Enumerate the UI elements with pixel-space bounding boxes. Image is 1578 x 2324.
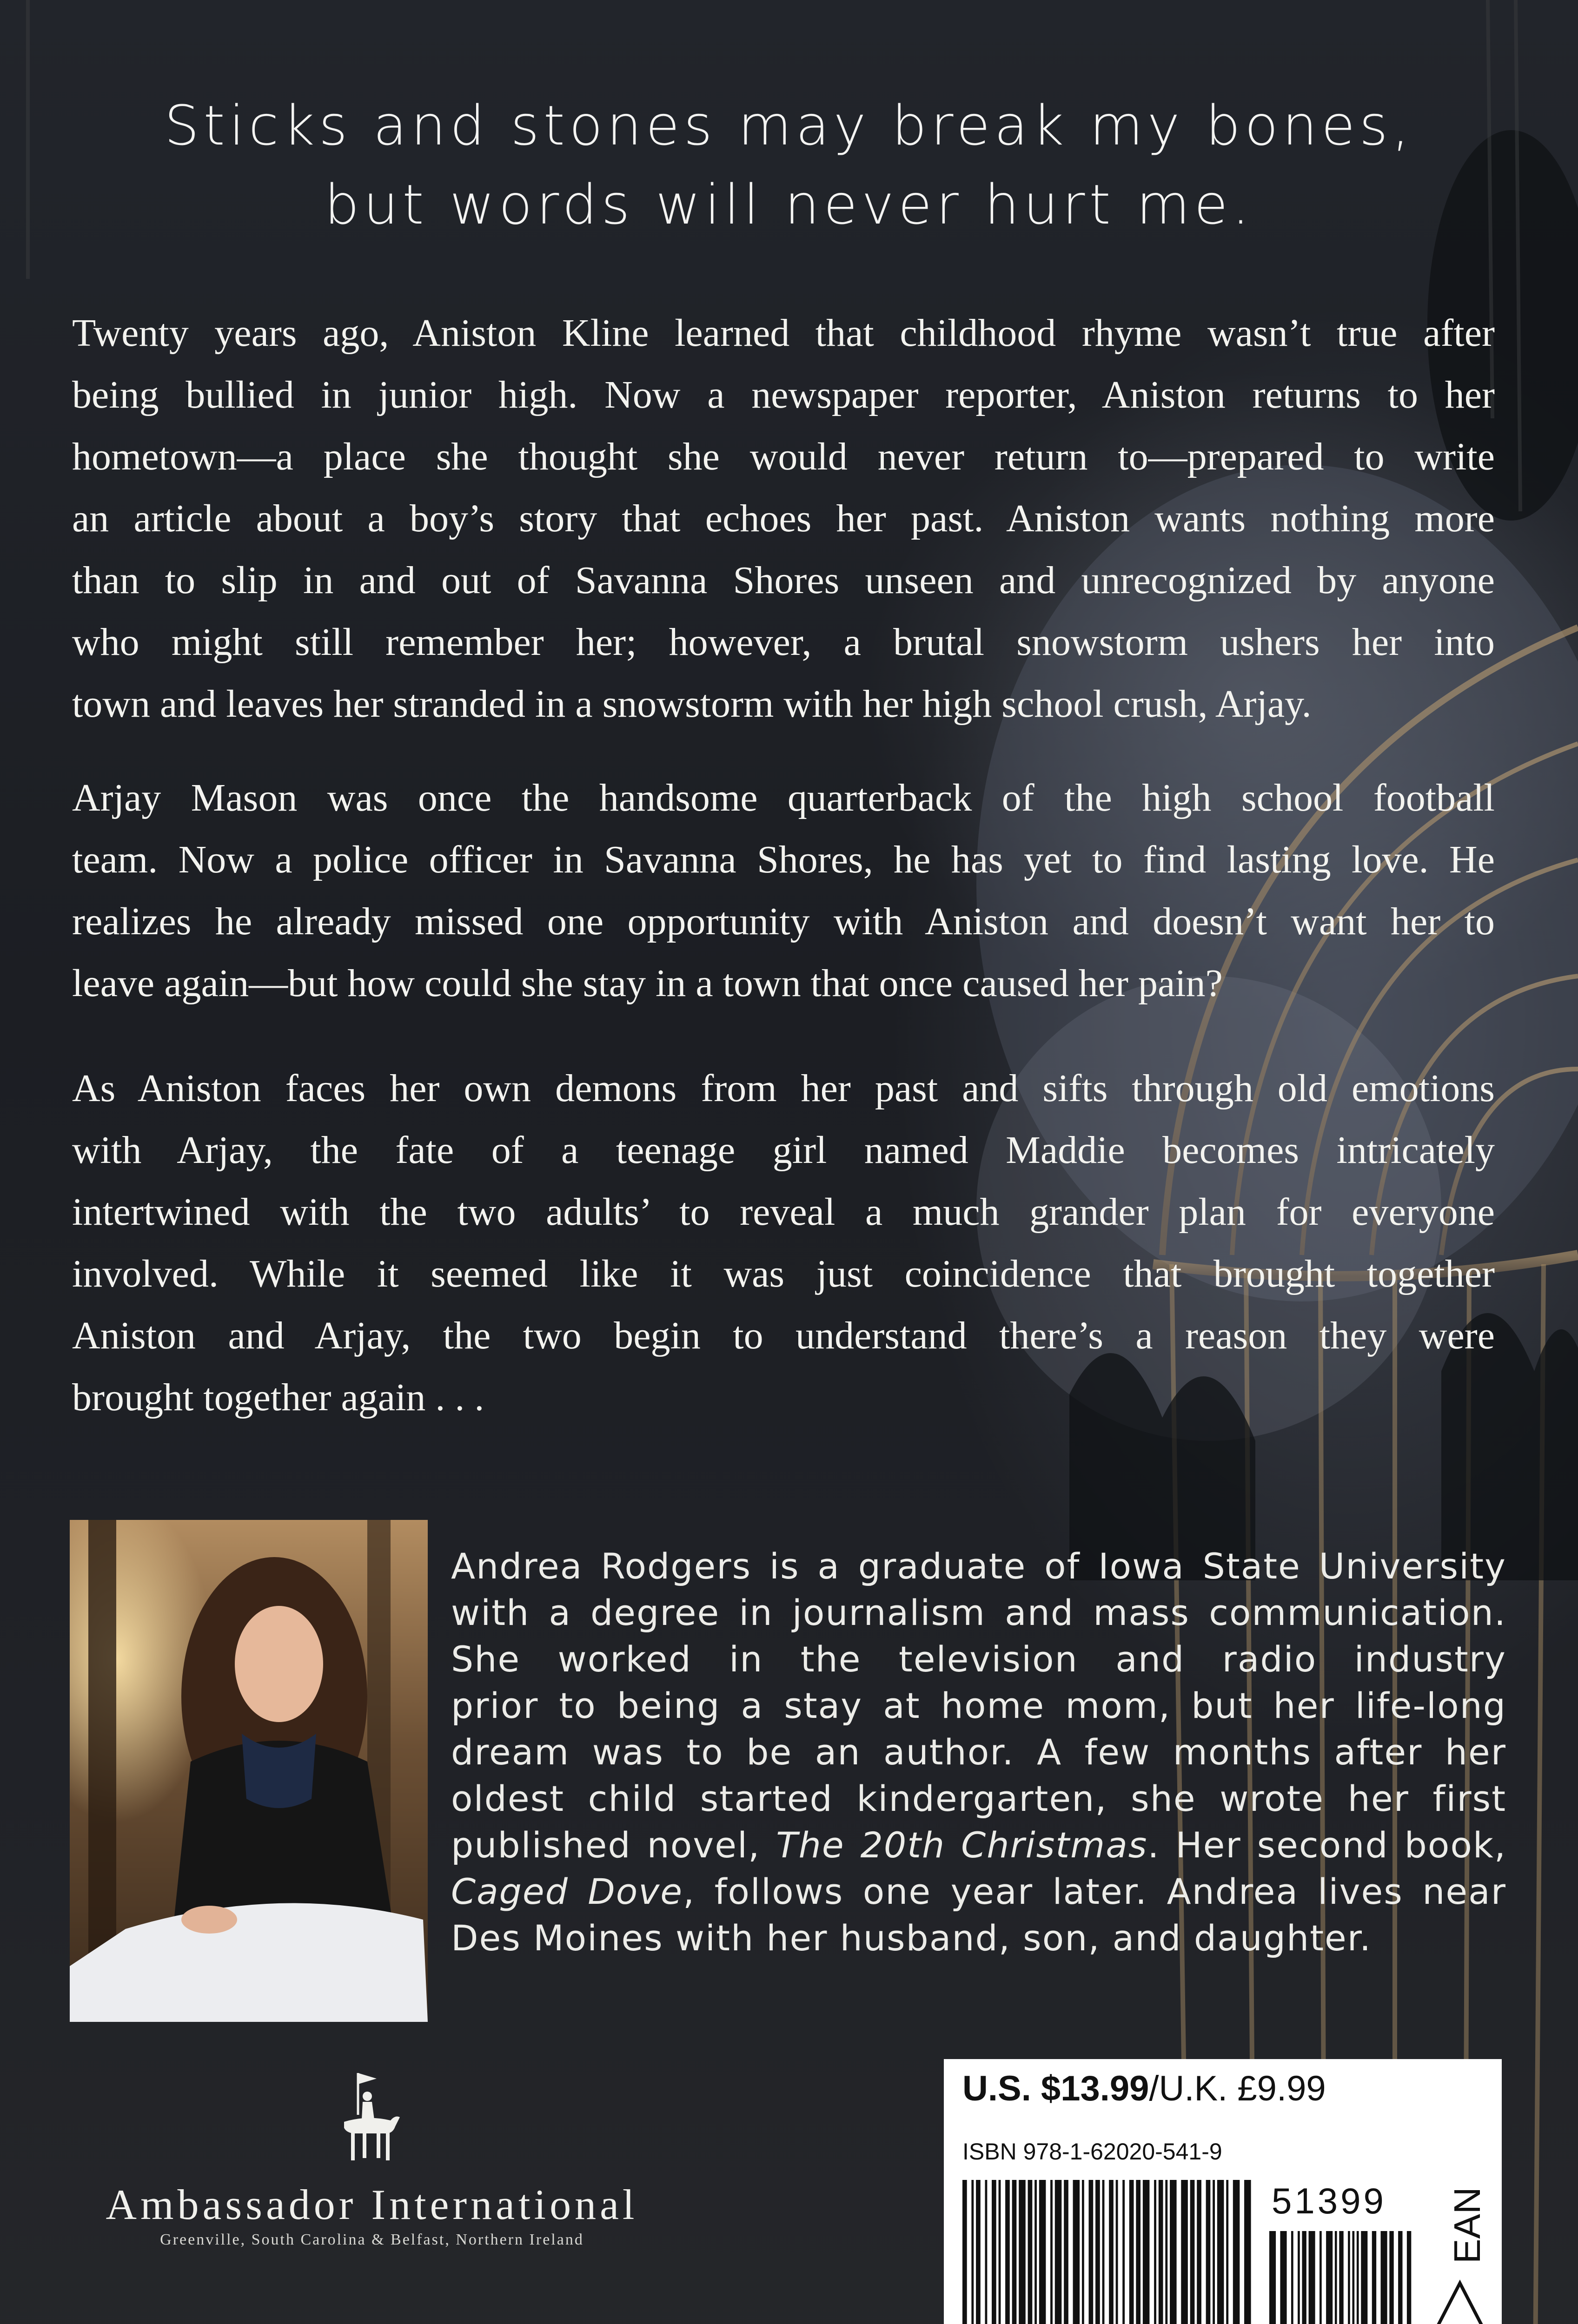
bio-text: , follows one year later. Andrea lives near: [683, 1871, 1507, 1912]
barcode-bar: [1339, 2231, 1343, 2324]
barcode-bar: [1206, 2180, 1211, 2324]
bio-line: She worked in the television and radio industry: [451, 1638, 1506, 1680]
bio-line: oldest child started kindergarten, she wrote her first: [451, 1778, 1506, 1819]
ean-label: EAN: [1446, 2187, 1488, 2264]
synopsis-line: hometown—a place she thought she would never return to—prepared to write: [72, 435, 1495, 478]
barcode-bar: [1102, 2180, 1105, 2324]
barcode-bar: [1109, 2180, 1114, 2324]
bio-line: prior to being a stay at home mom, but her life-long: [451, 1685, 1506, 1726]
bio-line: dream was to be an author. A few months after her: [451, 1731, 1506, 1773]
author-portrait-illustration: [70, 1520, 428, 2022]
barcode-bar: [1028, 2180, 1033, 2324]
author-photo: [70, 1520, 428, 2022]
barcode-bar: [1357, 2231, 1359, 2324]
barcode-bar: [1050, 2180, 1053, 2324]
barcode-bar: [1055, 2180, 1062, 2324]
barcode-bar: [1129, 2180, 1134, 2324]
barcode-bar: [1005, 2180, 1010, 2324]
book-title-second: Caged Dove: [451, 1871, 683, 1912]
synopsis-line: Aniston and Arjay, the two begin to understand there’s a reason they were: [72, 1314, 1495, 1357]
barcode-bar: [1398, 2231, 1402, 2324]
barcode-bar: [1116, 2180, 1118, 2324]
barcode-bar: [1197, 2180, 1201, 2324]
synopsis-line: leave again—but how could she stay in a town that once caused her pain?: [72, 962, 1223, 1005]
synopsis-line: intertwined with the two adults’ to reveal a much grander plan for everyone: [72, 1190, 1495, 1234]
barcode-bar: [1269, 2231, 1276, 2324]
barcode-bar: [1019, 2180, 1026, 2324]
barcode-bar: [1226, 2180, 1228, 2324]
uk-price: /U.K. £9.99: [1149, 2069, 1326, 2108]
price-label: [962, 2068, 1326, 2109]
barcode-bar: [1361, 2231, 1367, 2324]
barcode-bar: [1381, 2231, 1387, 2324]
tagline-line-1: Sticks and stones may break my bones,: [164, 93, 1414, 158]
barcode-bar: [1319, 2231, 1322, 2324]
book-title-first: The 20th Christmas: [776, 1824, 1148, 1866]
synopsis-line: involved. While it seemed like it was just coincidence that brought together: [72, 1252, 1495, 1295]
barcode-bar: [1154, 2180, 1156, 2324]
barcode-bar: [1213, 2180, 1215, 2324]
triangle-icon: [1427, 2278, 1492, 2324]
synopsis-line: being bullied in junior high. Now a newspaper reporter, Aniston returns to her: [72, 373, 1495, 416]
barcode-bar: [976, 2180, 981, 2324]
barcode-bar: [1326, 2231, 1333, 2324]
barcode-bar: [1309, 2231, 1315, 2324]
barcode-bar: [1244, 2180, 1251, 2324]
barcode-bar: [1034, 2180, 1037, 2324]
barcode-bar: [1159, 2180, 1163, 2324]
tagline-line-2: but words will never hurt me.: [324, 172, 1254, 237]
author-bio: [451, 1543, 1506, 1961]
synopsis-paragraph-3: [72, 1057, 1495, 1428]
barcode-bar: [1165, 2180, 1167, 2324]
barcode-bar: [1012, 2180, 1017, 2324]
bio-line: with a degree in journalism and mass communication.: [451, 1592, 1506, 1633]
barcode-bar: [1170, 2180, 1177, 2324]
synopsis-paragraph-1: [72, 302, 1495, 735]
price-code-label: 51399: [1272, 2180, 1386, 2221]
barcode-bar: [1291, 2231, 1293, 2324]
synopsis-line: with Arjay, the fate of a teenage girl named Maddie becomes intricately: [72, 1129, 1495, 1172]
barcode-bar: [1122, 2180, 1125, 2324]
publisher-name: Ambassador International: [106, 2181, 638, 2228]
barcode-bar: [1348, 2231, 1350, 2324]
barcode-bar: [1298, 2231, 1300, 2324]
synopsis-line: an article about a boy’s story that echoes her past. Aniston wants nothing more: [72, 497, 1495, 540]
bio-line: [451, 1868, 1506, 1915]
barcode-bar: [1073, 2180, 1080, 2324]
bio-line: [451, 1822, 1506, 1868]
us-price: U.S. $13.99: [962, 2069, 1149, 2108]
horse-rider-logo-icon: [325, 2068, 409, 2171]
barcode-bar: [1233, 2180, 1240, 2324]
isbn-barcode: [962, 2180, 1260, 2324]
barcode-bar: [1217, 2180, 1224, 2324]
barcode-bar: [1143, 2180, 1150, 2324]
barcode-bar: [971, 2180, 974, 2324]
isbn-label: ISBN 978-1-62020-541-9: [962, 2139, 1222, 2165]
barcode-bar: [1064, 2180, 1068, 2324]
synopsis-line: brought together again . . .: [72, 1376, 484, 1419]
bio-text: . Her second book,: [1147, 1824, 1506, 1866]
bio-text: published novel,: [451, 1824, 776, 1866]
synopsis-paragraph-2: [72, 767, 1495, 1014]
barcode-bar: [992, 2180, 996, 2324]
barcode-bar: [1082, 2180, 1084, 2324]
barcode-bar: [1039, 2180, 1046, 2324]
barcode-panel: [944, 2059, 1502, 2324]
publisher-locations: Greenville, South Carolina & Belfast, Northern Ireland: [160, 2231, 584, 2248]
synopsis-line: team. Now a police officer in Savanna Shores, he has yet to find lasting love. He: [72, 838, 1495, 881]
synopsis-line: town and leaves her stranded in a snowstorm with her high school crush, Arjay.: [72, 682, 1312, 726]
barcode-bar: [1089, 2180, 1094, 2324]
barcode-bar: [1190, 2180, 1195, 2324]
synopsis-line: Twenty years ago, Aniston Kline learned that childhood rhyme wasn’t true after: [72, 311, 1495, 355]
synopsis-line: realizes he already missed one opportunity with Aniston and doesn’t want her to: [72, 900, 1495, 943]
barcode-bar: [1280, 2231, 1286, 2324]
synopsis-line: As Aniston faces her own demons from her past and sifts through old emotions: [72, 1067, 1495, 1110]
synopsis-line: than to slip in and out of Savanna Shores unseen and unrecognized by anyone: [72, 559, 1495, 602]
barcode-bar: [1352, 2231, 1354, 2324]
barcode-bar: [999, 2180, 1001, 2324]
barcode-bar: [1136, 2180, 1140, 2324]
barcode-bar: [962, 2180, 967, 2324]
barcode-bar: [1095, 2180, 1100, 2324]
bio-line: Des Moines with her husband, son, and daughter.: [451, 1917, 1372, 1959]
barcode-bar: [1302, 2231, 1306, 2324]
synopsis-line: Arjay Mason was once the handsome quarterback of the high school football: [72, 776, 1495, 819]
synopsis-line: who might still remember her; however, a brutal snowstorm ushers her into: [72, 621, 1495, 664]
price-addon-barcode: [1269, 2231, 1413, 2324]
barcode-bar: [1372, 2231, 1376, 2324]
barcode-bar: [1389, 2231, 1393, 2324]
bio-line: Andrea Rodgers is a graduate of Iowa State University: [451, 1545, 1506, 1587]
barcode-bar: [1181, 2180, 1188, 2324]
barcode-bar: [985, 2180, 987, 2324]
barcode-bar: [1407, 2231, 1411, 2324]
barcode-bar: [1335, 2231, 1337, 2324]
